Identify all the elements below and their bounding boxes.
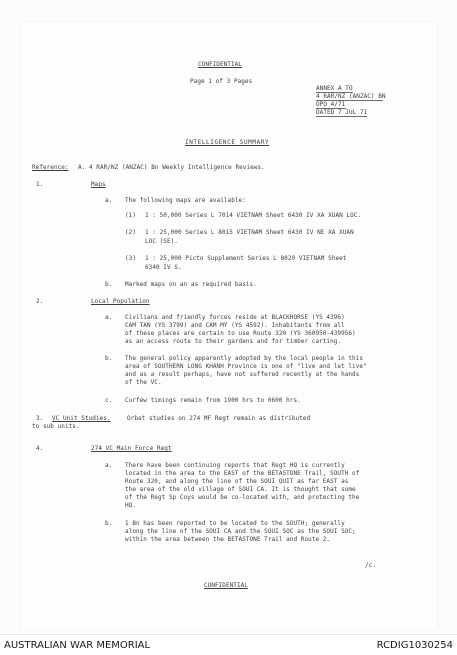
archive-record-id: RCDIG1030254 bbox=[376, 640, 453, 651]
section-4-number: 4. bbox=[36, 445, 44, 452]
document-title: INTELLIGENCE SUMMARY bbox=[185, 139, 270, 146]
section-4a-line-3: Route 320, and along the line of the SOUI QUIT as far EAST as bbox=[125, 478, 349, 485]
map-item-3-text-line2: 6340 IV S. bbox=[145, 264, 182, 271]
annex-line-3: OPO 4/71 bbox=[316, 101, 346, 108]
section-2c-text: Curfew timings remain from 1900 hrs to 0600 hrs. bbox=[125, 397, 301, 404]
reference-text: A. 4 RAR/NZ (ANZAC) Bn Weekly Intelligence Reviews. bbox=[78, 164, 265, 171]
section-4a-line-2: located in the area to the EAST of the BETASTONE Trail, SOUTH of bbox=[125, 470, 360, 477]
section-2b-line-2: area of SOUTHERN LONG KHANH Province is one of "live and let live" bbox=[125, 363, 367, 370]
map-item-1-text: 1 : 50,000 Series L 7014 VIETNAM Sheet 6430 IV XA XUAN LOC. bbox=[145, 212, 362, 219]
page-info: Page 1 of 3 Pages bbox=[190, 78, 253, 85]
map-item-3-text-line1: 1 : 25,000 Picto Supplement Series L 8020 VIETNAM Sheet bbox=[145, 255, 347, 262]
section-4a-label: a. bbox=[105, 462, 113, 469]
section-2b-line-1: The general policy apparently adopted by the local people in this bbox=[125, 355, 364, 362]
section-2b-line-3: and as a result perhaps, have not suffered recently at the hands bbox=[125, 371, 360, 378]
reference-label: Reference: bbox=[32, 164, 69, 171]
section-1-number: 1. bbox=[36, 181, 44, 188]
annex-line-2: 4 RAR/NZ (ANZAC) BN bbox=[316, 93, 386, 100]
section-4b-line-3: within the area between the BETASTONE Trail and Route 2. bbox=[125, 536, 331, 543]
section-2a-line-4: as an access route to their gardens and for timber carting. bbox=[125, 338, 342, 345]
section-4a-line-4: the area of the old village of SOUI CA. It is thought that some bbox=[125, 486, 356, 493]
map-item-2-text-line2: LOC (SE). bbox=[145, 238, 178, 245]
section-2a-label: a. bbox=[105, 314, 113, 321]
map-item-2-text-line1: 1 : 25,000 Series L 8015 VIETNAM Sheet 6430 IV NE XA XUAN bbox=[145, 229, 354, 236]
section-2a-line-2: CAM TAN (YS 3799) and CAM MY (YS 4592). Inhabitants from all bbox=[125, 322, 345, 329]
archive-footer bbox=[0, 634, 457, 655]
section-3-heading: VC Unit Studies. bbox=[52, 415, 111, 422]
section-2-heading: Local Population bbox=[91, 298, 150, 305]
section-4b-line-2: along the line of the SOUI CA and the SOUI SOC as the SOUI SOC; bbox=[125, 528, 356, 535]
section-2b-line-4: of the VC. bbox=[125, 379, 162, 386]
section-3-text-line1: Orbat studies on 274 MF Regt remain as distributed bbox=[127, 415, 311, 422]
section-4a-line-6: HQ. bbox=[125, 502, 136, 509]
annex-line-1: ANNEX A TO bbox=[316, 85, 353, 92]
classification-bottom: CONFIDENTIAL bbox=[204, 582, 248, 589]
section-1b-label: b. bbox=[105, 281, 113, 288]
map-item-1-number: (1) bbox=[125, 212, 136, 219]
section-1b-text: Marked maps on an as required basis. bbox=[125, 281, 257, 288]
classification-top: CONFIDENTIAL bbox=[198, 61, 242, 68]
section-2a-line-1: Civilians and friendly forces reside at BLACKHORSE (YS 4396) bbox=[125, 314, 345, 321]
section-2a-line-3: of these places are certain to use Route 320 (YS 360950-439956) bbox=[125, 330, 356, 337]
archive-institution: AUSTRALIAN WAR MEMORIAL bbox=[4, 640, 151, 651]
section-1a-text: The following maps are available: bbox=[125, 197, 246, 204]
annex-line-4-underline bbox=[316, 116, 367, 117]
section-1a-label: a. bbox=[105, 197, 113, 204]
section-3-text-line2: to sub units. bbox=[32, 423, 80, 430]
section-4b-label: b. bbox=[105, 520, 113, 527]
section-4a-line-5: of the Regt Sp Coys would be co-located with, and protecting the bbox=[125, 494, 360, 501]
section-2-number: 2. bbox=[36, 298, 44, 305]
section-4-heading: 274 VC Main Force Regt bbox=[91, 445, 172, 452]
section-2c-label: c. bbox=[105, 397, 113, 404]
continuation-mark: /c. bbox=[365, 562, 376, 569]
section-1-heading: Maps bbox=[91, 181, 106, 188]
section-3-number: 3. bbox=[36, 415, 44, 422]
annex-line-4: DATED 7 JUL 71 bbox=[316, 109, 368, 116]
section-4b-line-1: 1 Bn has been reported to be located to the SOUTH; generally bbox=[125, 520, 345, 527]
section-2b-label: b. bbox=[105, 355, 113, 362]
section-4a-line-1: There have been continuing reports that Regt HQ is currently bbox=[125, 462, 345, 469]
map-item-2-number: (2) bbox=[125, 229, 136, 236]
map-item-3-number: (3) bbox=[125, 255, 136, 262]
